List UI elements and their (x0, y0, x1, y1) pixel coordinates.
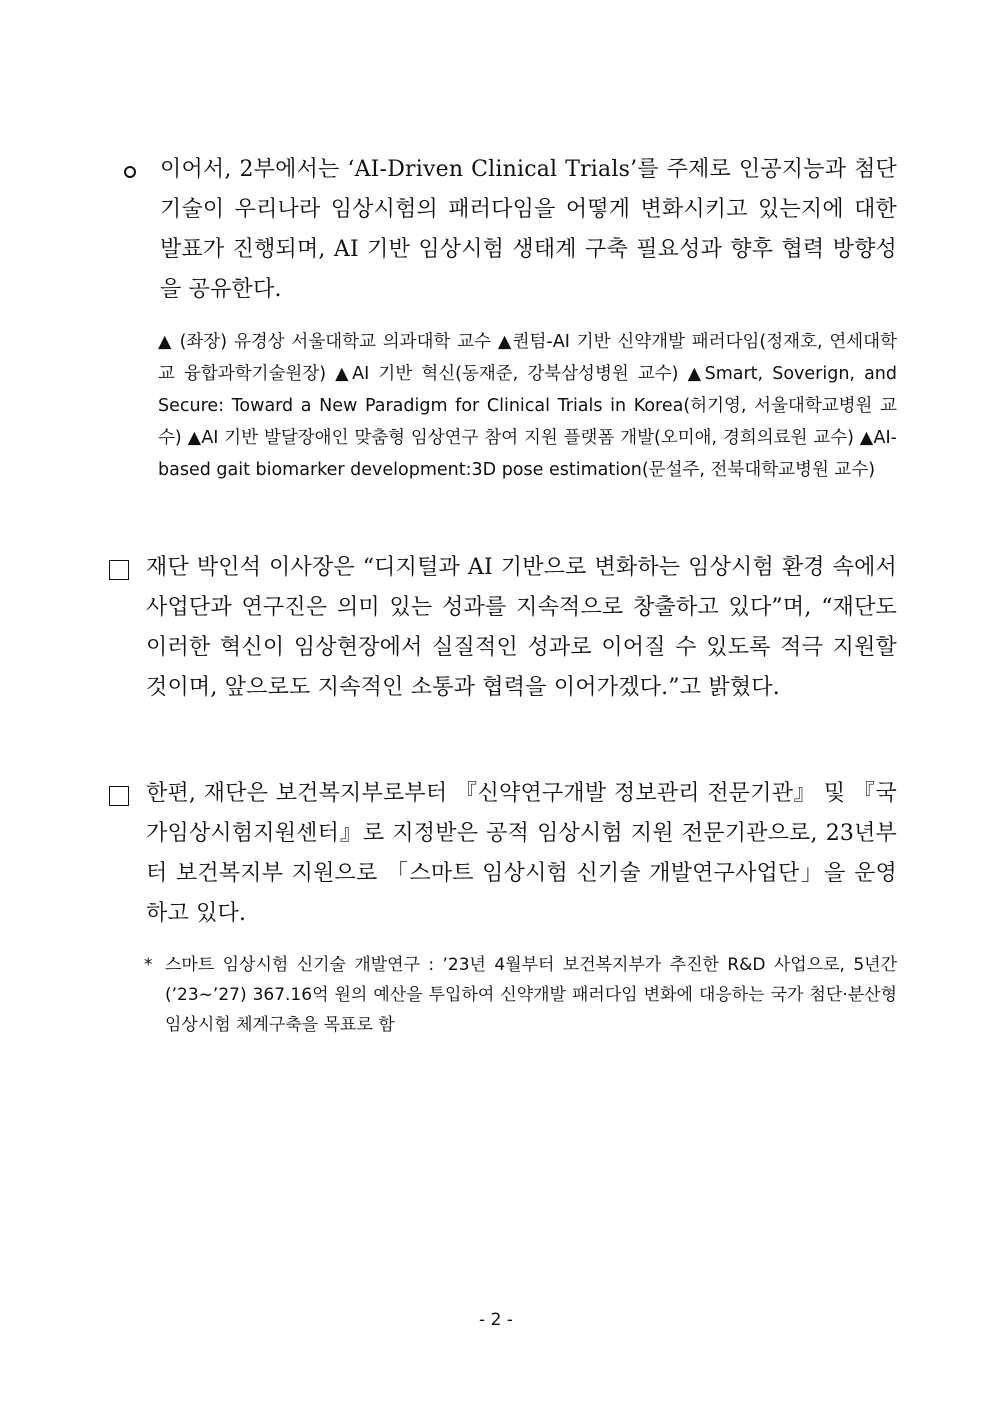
section-2-paragraph: 이어서, 2부에서는 ‘AI-Driven Clinical Trials’를 주제로 인공지능과 첨단 기술이 우리나라 임상시험의 패러다임을 어떻게 변화시키고 있는지에 대한 발표가 진행되며, AI 기반 임상시험 생태계 구축 필요성과 향후 협력 방향성을 공유한다. (160, 157, 897, 302)
quote-paragraph: 재단 박인석 이사장은 “디지털과 AI 기반으로 변화하는 임상시험 환경 속에서 사업단과 연구진은 의미 있는 성과를 지속적으로 창출하고 있다”며, “재단도 이러한 혁신이 임상현장에서 실질적인 성과로 이어질 수 있도록 적극 지원할 것이며, 앞으로도 지속적인 소통과 협력을 이어가겠다.”고 밝혔다. (146, 555, 897, 700)
circle-bullet (124, 166, 136, 178)
page-number: - 2 - (479, 1310, 513, 1330)
program-list: ▲ (좌장) 유경상 서울대학교 의과대학 교수 ▲퀀텀-AI 기반 신약개발 패러다임(정재호, 연세대학교 융합과학기술원장) ▲AI 기반 혁신(동재준, 강북삼성병원 교수) ▲Smart, Soverign, and Secure: Toward a New Paradigm for Clinical Trials in Korea(허기영, 서울대학교병원 교수) ▲AI 기반 발달장애인 맞춤형 임상연구 참여 지원 플랫폼 개발(오미애, 경희의료원 교수) ▲AI-based gait biomarker development:3D pose estimation(문설주, 전북대학교병원 교수) (158, 332, 897, 480)
square-bullet (109, 560, 129, 580)
footnote-marker: * (144, 955, 153, 975)
foundation-paragraph: 한편, 재단은 보건복지부로부터 『신약연구개발 정보관리 전문기관』 및 『국가임상시험지원센터』로 지정받은 공적 임상시험 지원 전문기관으로, 23년부터 보건복지부 지원으로 「스마트 임상시험 신기술 개발연구사업단」을 운영하고 있다. (146, 781, 897, 926)
square-bullet (109, 786, 129, 806)
footnote-text: 스마트 임상시험 신기술 개발연구 : ’23년 4월부터 보건복지부가 추진한 R&D 사업으로, 5년간(’23~’27) 367.16억 원의 예산을 투입하여 신약개발 패러다임 변화에 대응하는 국가 첨단·분산형 임상시험 체계구축을 목표로 함 (165, 955, 897, 1035)
